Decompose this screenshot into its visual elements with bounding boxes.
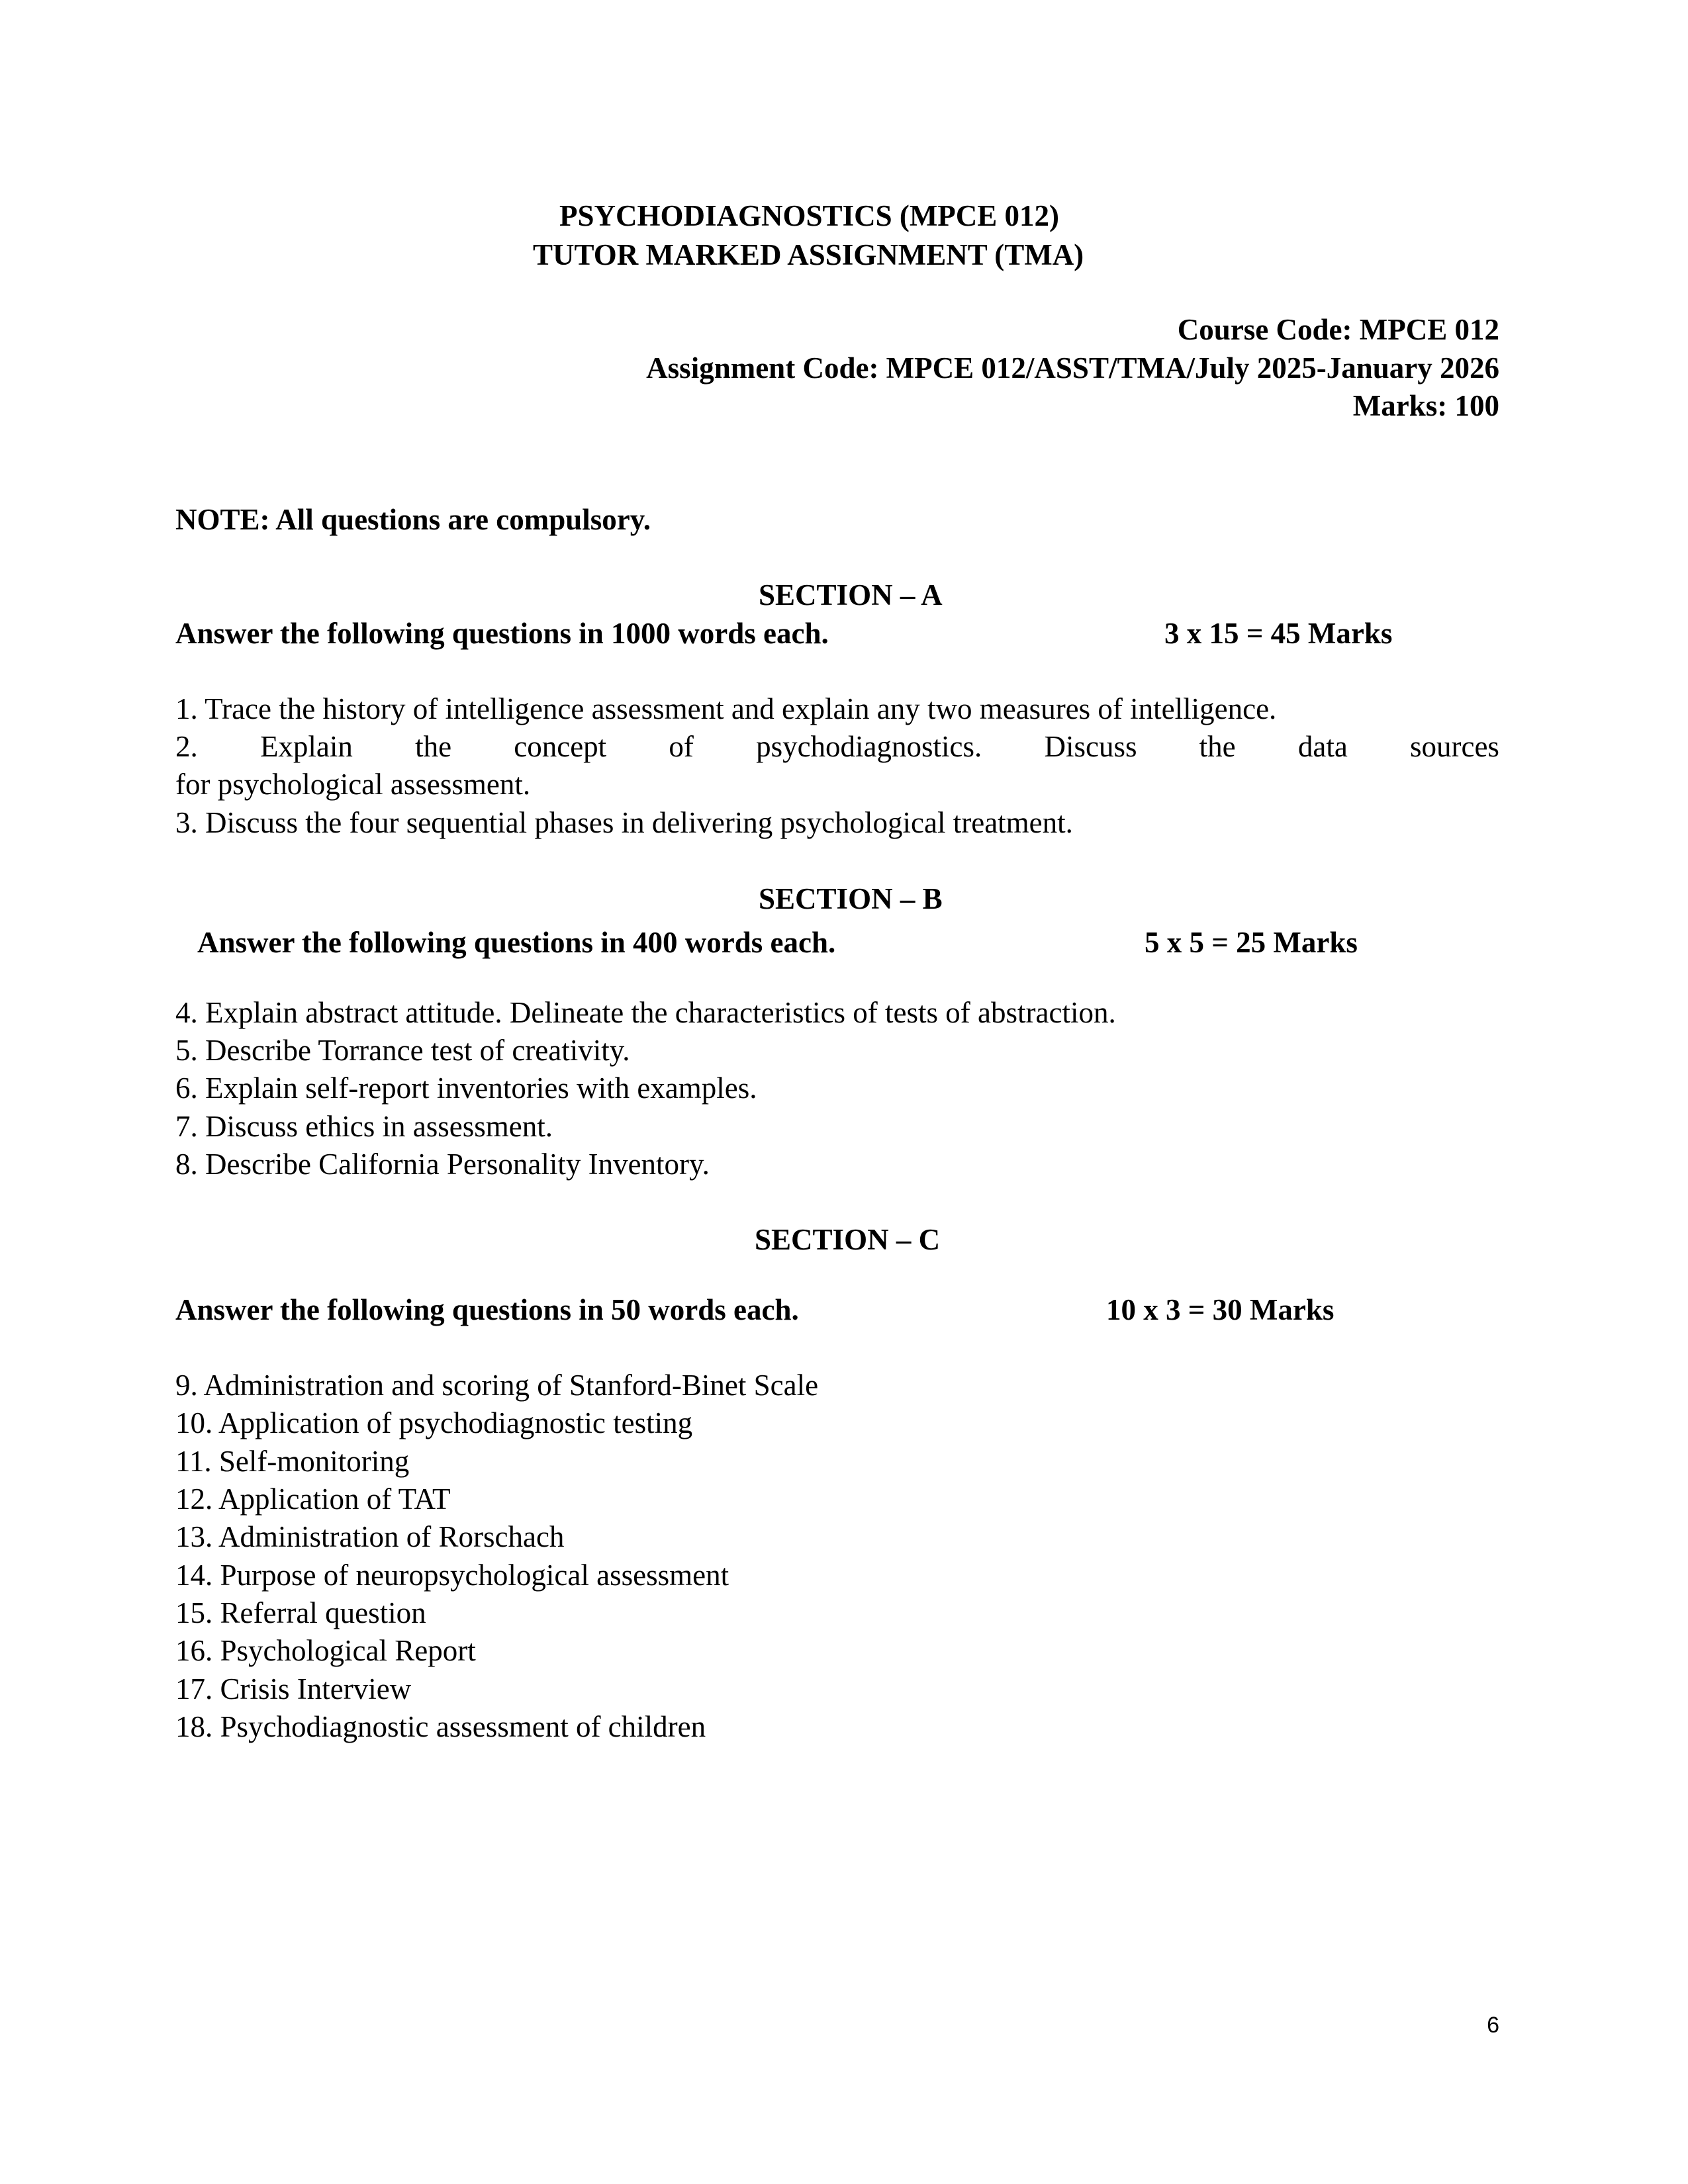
question-7: 7. Discuss ethics in assessment.	[175, 1110, 553, 1143]
document-subtitle: TUTOR MARKED ASSIGNMENT (TMA)	[533, 238, 1084, 271]
question-15: 15. Referral question	[175, 1596, 426, 1629]
question-2-word: psychodiagnostics.	[756, 730, 982, 763]
question-2-word: data	[1297, 730, 1348, 763]
section-c-instruction: Answer the following questions in 50 words each.	[175, 1293, 799, 1326]
question-2-word: Discuss	[1044, 730, 1137, 763]
question-2-word: the	[415, 730, 452, 763]
question-2-word: 2.	[175, 730, 198, 763]
question-2-word: the	[1199, 730, 1236, 763]
question-13: 13. Administration of Rorschach	[175, 1520, 565, 1553]
question-3: 3. Discuss the four sequential phases in delivering psychological treatment.	[175, 806, 1073, 839]
question-18: 18. Psychodiagnostic assessment of children	[175, 1710, 706, 1743]
question-5: 5. Describe Torrance test of creativity.	[175, 1034, 630, 1067]
section-a-instruction: Answer the following questions in 1000 words each.	[175, 617, 829, 650]
section-a-title: SECTION – A	[759, 578, 943, 612]
question-12: 12. Application of TAT	[175, 1482, 451, 1516]
question-4: 4. Explain abstract attitude. Delineate the characteristics of tests of abstraction.	[175, 996, 1116, 1029]
section-b-title: SECTION – B	[759, 882, 943, 915]
section-a-marks: 3 x 15 = 45 Marks	[1164, 617, 1393, 650]
question-2-word: of	[669, 730, 694, 763]
question-2-continued: for psychological assessment.	[175, 768, 531, 801]
assignment-code: Assignment Code: MPCE 012/ASST/TMA/July 2025-January 2026	[646, 351, 1499, 385]
total-marks: Marks: 100	[1352, 389, 1499, 422]
question-2-word: concept	[514, 730, 607, 763]
section-b-instruction: Answer the following questions in 400 words each.	[197, 926, 836, 959]
document-title: PSYCHODIAGNOSTICS (MPCE 012)	[559, 199, 1060, 232]
question-11: 11. Self-monitoring	[175, 1445, 410, 1478]
section-c-title: SECTION – C	[755, 1223, 941, 1256]
question-9: 9. Administration and scoring of Stanford-Binet Scale	[175, 1369, 819, 1402]
section-b-marks: 5 x 5 = 25 Marks	[1145, 926, 1358, 959]
question-16: 16. Psychological Report	[175, 1634, 476, 1667]
question-2-word: Explain	[259, 730, 353, 763]
course-code: Course Code: MPCE 012	[1177, 313, 1499, 346]
question-8: 8. Describe California Personality Inventory.	[175, 1148, 710, 1181]
question-10: 10. Application of psychodiagnostic testing	[175, 1406, 693, 1439]
question-14: 14. Purpose of neuropsychological assessment	[175, 1559, 729, 1592]
question-2	[175, 728, 1499, 765]
note: NOTE: All questions are compulsory.	[175, 503, 651, 536]
question-6: 6. Explain self-report inventories with examples.	[175, 1071, 757, 1105]
question-17: 17. Crisis Interview	[175, 1672, 412, 1706]
question-2-word: sources	[1409, 730, 1499, 763]
question-1: 1. Trace the history of intelligence assessment and explain any two measures of intelligence.	[175, 692, 1277, 725]
page-number: 6	[1487, 2013, 1499, 2038]
section-c-marks: 10 x 3 = 30 Marks	[1106, 1293, 1335, 1326]
